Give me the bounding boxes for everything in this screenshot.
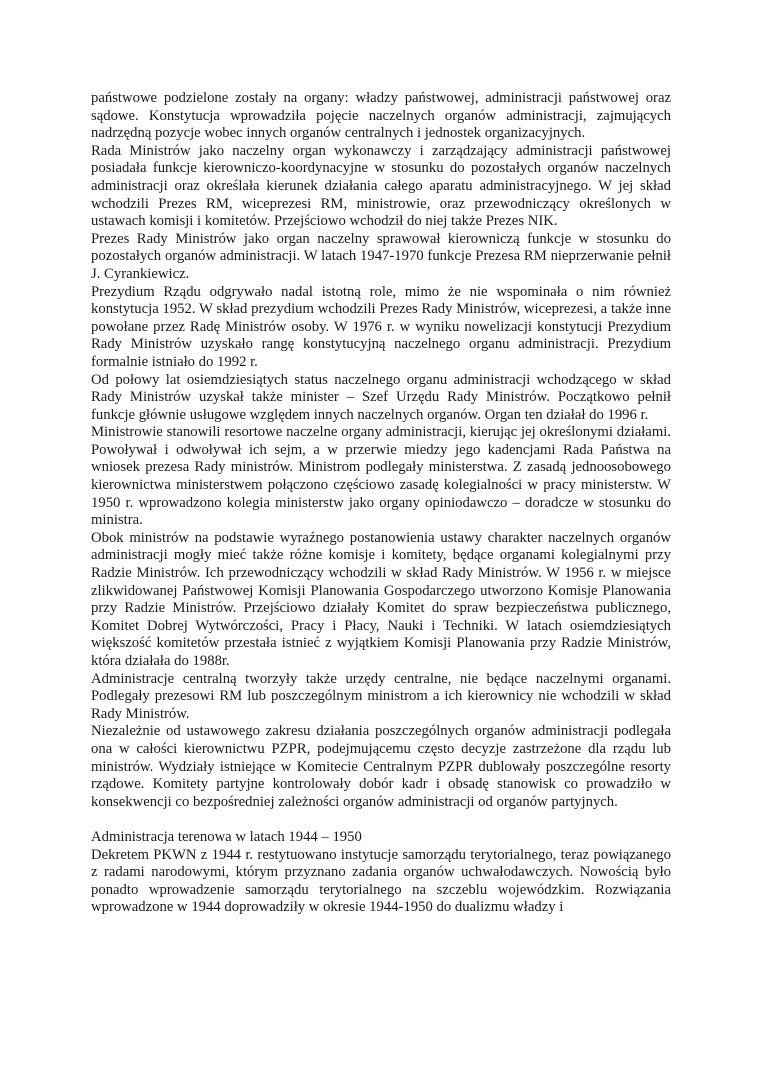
paragraph: Prezydium Rządu odgrywało nadal istotną role, mimo że nie wspominała o nim również konstytucja 1952. W skład prezydium wchodzili Prezes Rady Ministrów, wiceprezesi, a także inne powołane przez Radę Ministrów osoby. W 1976 r. w wyniku nowelizacji konstytucji Prezydium Rady Ministrów uzyskało rangę konstytucyjną naczelnego organu administracji. Prezydium formalnie istniało do 1992 r.: [91, 283, 671, 370]
section-heading: Administracja terenowa w latach 1944 – 1950: [91, 828, 362, 845]
paragraph: Niezależnie od ustawowego zakresu działania poszczególnych organów administracji podlegała ona w całości kierownictwu PZPR, podejmującemu często decyzje zastrzeżone dla rządu lub ministrów. Wydziały istniejące w Komitecie Centralnym PZPR dublowały poszczególne resorty rządowe. Komitety partyjne kontrolowały dobór kadr i obsadę stanowisk co prowadziło w konsekwencji co bezpośredniej zależności organów administracji od organów partyjnych.: [91, 723, 671, 810]
blank-line: [91, 811, 671, 829]
paragraph: Obok ministrów na podstawie wyraźnego postanowienia ustawy charakter naczelnych organów administracji mogły mieć także różne komisje i komitety, będące organami kolegialnymi przy Radzie Ministrów. Ich przewodniczący wchodzili w skład Rady Ministrów. W 1956 r. w miejsce zlikwidowanej Państwowej Komisji Planowania Gospodarczego utworzono Komisje Planowania przy Radzie Ministrów. Przejściowo działały Komitet do spraw bezpieczeństwa publicznego, Komitet Dobrej Wytwórczości, Pracy i Płacy, Nauki i Techniki. W latach osiemdziesiątych większość komitetów przestała istnieć z wyjątkiem Komisji Planowania przy Radzie Ministrów, która działała do 1988r.: [91, 529, 671, 669]
paragraph: Rada Ministrów jako naczelny organ wykonawczy i zarządzający administracji państwowej posiadała funkcje kierowniczo-koordynacyjne w stosunku do pozostałych organów naczelnych administracji oraz określała kierunek działania całego aparatu administracyjnego. W jej skład wchodzili Prezes RM, wiceprezesi RM, ministrowie, oraz przewodniczący określonych w ustawach komisji i komitetów. Przejściowo wchodził do niej także Prezes NIK.: [91, 142, 671, 230]
paragraph: Administracje centralną tworzyły także urzędy centralne, nie będące naczelnymi organami. Podlegały prezesowi RM lub poszczególnym ministrom a ich kierownicy nie wchodzili w skład Rady Ministrów.: [91, 670, 671, 722]
paragraph: Od połowy lat osiemdziesiątych status naczelnego organu administracji wchodzącego w skład Rady Ministrów uzyskał także minister – Szef Urzędu Rady Ministrów. Początkowo pełnił funkcje głównie usługowe względem innych naczelnych organów. Organ ten działał do 1996 r.: [91, 371, 671, 423]
paragraph: państwowe podzielone zostały na organy: władzy państwowej, administracji państwowej oraz sądowe. Konstytucja wprowadziła pojęcie naczelnych organów administracji, zajmujących nadrzędną pozycje wobec innych organów centralnych i jednostek organizacyjnych.: [91, 90, 671, 142]
paragraph: Dekretem PKWN z 1944 r. restytuowano instytucje samorządu terytorialnego, teraz powiązanego z radami narodowymi, którym przyznano zadania organów uchwałodawczych. Nowością było ponadto wprowadzenie samorządu terytorialnego na szczeblu wojewódzkim. Rozwiązania wprowadzone w 1944 doprowadziły w okresie 1944-1950 do dualizmu władzy i: [91, 846, 671, 916]
paragraph: Ministrowie stanowili resortowe naczelne organy administracji, kierując jej określonymi działami. Powoływał i odwoływał ich sejm, a w przerwie miedzy jego kadencjami Rada Państwa na wniosek prezesa Rady ministrów. Ministrom podlegały ministerstwa. Z zasadą jednoosobowego kierownictwa ministerstwem połączono częściowo zasadę kolegialności w pracy ministerstw. W 1950 r. wprowadzono kolegia ministerstw jako organy opiniodawczo – doradcze w stosunku do ministra.: [91, 424, 671, 529]
document-body: [91, 90, 671, 917]
paragraph: Prezes Rady Ministrów jako organ naczelny sprawował kierowniczą funkcje w stosunku do pozostałych organów administracji. W latach 1947-1970 funkcje Prezesa RM nieprzerwanie pełnił J. Cyrankiewicz.: [91, 230, 671, 282]
